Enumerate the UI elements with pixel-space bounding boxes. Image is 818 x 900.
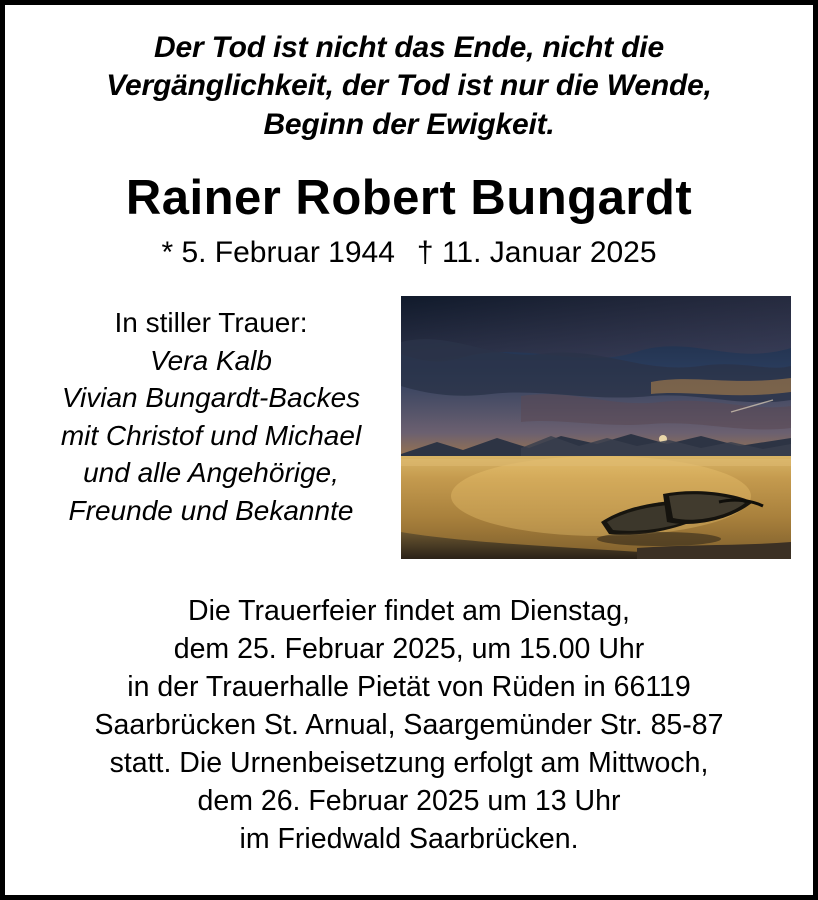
ceremony-line: dem 26. Februar 2025 um 13 Uhr — [197, 784, 621, 817]
ceremony-line: Die Trauerfeier findet am Dienstag, — [188, 595, 630, 628]
verse-line: Vergänglichkeit, der Tod ist nur die Wende, — [106, 69, 712, 103]
ceremony-line: in der Trauerhalle Pietät von Rüden in 66119 — [127, 670, 691, 703]
ceremony-line: Saarbrücken St. Arnual, Saargemünder Str. 85-87 — [94, 708, 724, 741]
ceremony-details — [27, 593, 791, 858]
ceremony-line: dem 25. Februar 2025, um 15.00 Uhr — [173, 633, 645, 666]
mourners-block — [27, 296, 395, 529]
mourners-intro: In stiller Trauer: — [114, 307, 308, 339]
obituary-content — [5, 5, 813, 895]
life-dates — [27, 236, 791, 270]
mourner-name: mit Christof und Michael — [60, 419, 362, 451]
mourners-and-photo — [27, 296, 791, 559]
mourner-name: und alle Angehörige, — [83, 457, 339, 489]
verse-block — [27, 29, 791, 144]
mourner-name: Vivian Bungardt-Backes — [61, 382, 361, 414]
ceremony-line: statt. Die Urnenbeisetzung erfolgt am Mittwoch, — [109, 746, 709, 779]
memorial-photo — [401, 296, 791, 559]
mourner-name: Vera Kalb — [150, 344, 272, 376]
ceremony-line: im Friedwald Saarbrücken. — [239, 822, 579, 855]
verse-line: Der Tod ist nicht das Ende, nicht die — [154, 31, 664, 64]
verse-line: Beginn der Ewigkeit. — [263, 107, 555, 141]
death-date: † 11. Januar 2025 — [416, 236, 657, 270]
birth-date: * 5. Februar 1944 — [161, 236, 395, 270]
mourner-name: Freunde und Bekannte — [68, 494, 354, 526]
deceased-name: Rainer Robert Bungardt — [125, 171, 693, 226]
